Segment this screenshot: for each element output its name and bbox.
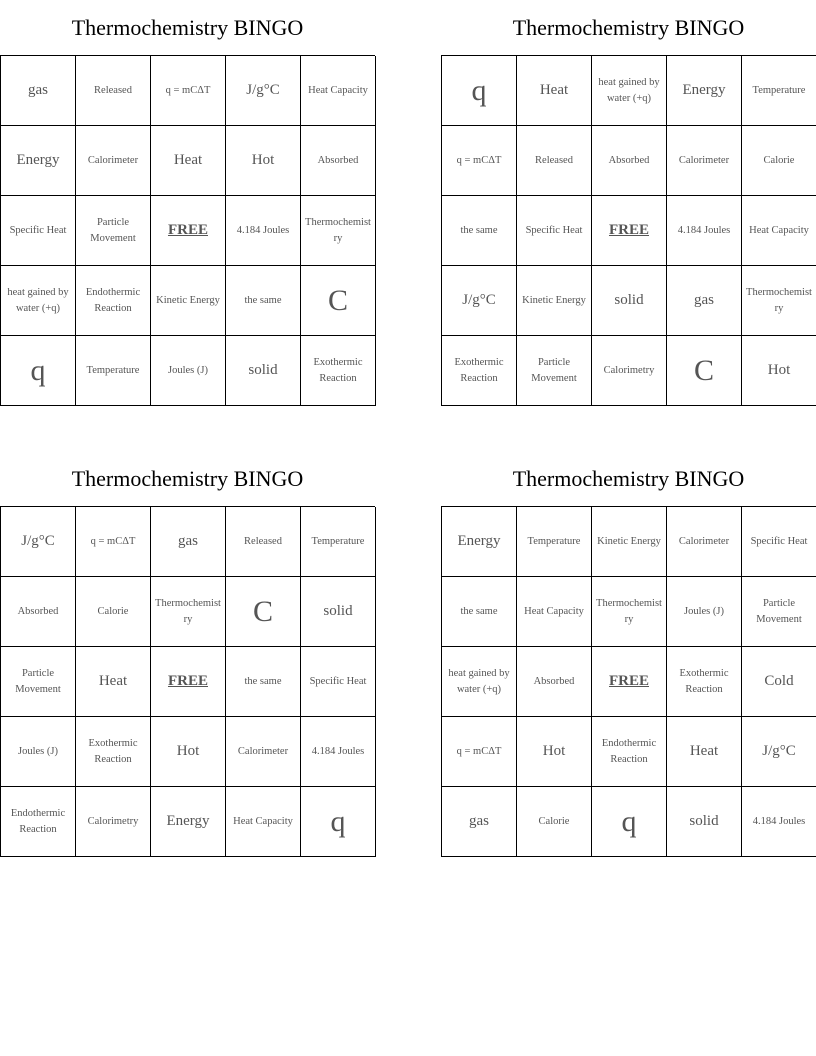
bingo-cell: 4.184 Joules [301, 717, 376, 787]
bingo-cell: Endothermic Reaction [76, 266, 151, 336]
bingo-cell: Hot [742, 336, 816, 406]
bingo-cell: solid [226, 336, 301, 406]
bingo-cell: Joules (J) [667, 577, 742, 647]
bingo-grid [441, 55, 816, 406]
bingo-cell: Exothermic Reaction [76, 717, 151, 787]
bingo-cell: Specific Heat [1, 196, 76, 266]
bingo-cell: Cold [742, 647, 816, 717]
bingo-cell: Temperature [742, 56, 816, 126]
bingo-cell: Calorimetry [76, 787, 151, 857]
bingo-cell: J/g°C [742, 717, 816, 787]
bingo-cell: the same [226, 647, 301, 717]
bingo-cell: Exothermic Reaction [301, 336, 376, 406]
bingo-cell: q = mCΔT [76, 507, 151, 577]
bingo-cell: 4.184 Joules [667, 196, 742, 266]
bingo-cell: Heat Capacity [517, 577, 592, 647]
card-title: Thermochemistry BINGO [71, 466, 304, 491]
bingo-cell: Thermochemistry [301, 196, 376, 266]
bingo-cell: Calorimetry [592, 336, 667, 406]
bingo-cell: Heat [151, 126, 226, 196]
bingo-cell: q = mCΔT [442, 717, 517, 787]
bingo-cell: Endothermic Reaction [1, 787, 76, 857]
bingo-cell: Absorbed [517, 647, 592, 717]
bingo-cell: Absorbed [1, 577, 76, 647]
bingo-cell: Thermochemistry [151, 577, 226, 647]
bingo-cell: the same [442, 577, 517, 647]
bingo-cell: q [1, 336, 76, 406]
bingo-cell: Calorimeter [667, 507, 742, 577]
bingo-cell: Specific Heat [301, 647, 376, 717]
bingo-cell: Particle Movement [1, 647, 76, 717]
free-space-cell: FREE [592, 196, 667, 266]
bingo-cell: Joules (J) [151, 336, 226, 406]
bingo-grid [0, 55, 375, 406]
bingo-card-2 [441, 0, 816, 387]
bingo-cell: Heat Capacity [742, 196, 816, 266]
bingo-cell: Energy [151, 787, 226, 857]
bingo-cell: Exothermic Reaction [667, 647, 742, 717]
bingo-cell: gas [1, 56, 76, 126]
bingo-cell: Particle Movement [76, 196, 151, 266]
bingo-cell: C [667, 336, 742, 406]
bingo-cell: heat gained by water (+q) [592, 56, 667, 126]
bingo-cell: C [301, 266, 376, 336]
bingo-cell: Released [76, 56, 151, 126]
bingo-cell: solid [301, 577, 376, 647]
bingo-cell: q = mCΔT [442, 126, 517, 196]
bingo-cell: Energy [667, 56, 742, 126]
bingo-cell: Calorimeter [667, 126, 742, 196]
bingo-cell: Hot [517, 717, 592, 787]
free-space-cell: FREE [592, 647, 667, 717]
bingo-cell: q [301, 787, 376, 857]
bingo-cell: gas [151, 507, 226, 577]
bingo-cell: Calorie [76, 577, 151, 647]
bingo-cell: Particle Movement [742, 577, 816, 647]
bingo-cell: heat gained by water (+q) [442, 647, 517, 717]
bingo-cell: Calorie [517, 787, 592, 857]
bingo-cell: Absorbed [301, 126, 376, 196]
bingo-cell: Specific Heat [742, 507, 816, 577]
bingo-cell: Released [226, 507, 301, 577]
bingo-cell: Heat [517, 56, 592, 126]
bingo-cell: Temperature [76, 336, 151, 406]
bingo-cell: Thermochemistry [592, 577, 667, 647]
bingo-cell: Heat [76, 647, 151, 717]
bingo-card-1 [0, 0, 375, 387]
bingo-cell: Temperature [301, 507, 376, 577]
bingo-cell: the same [442, 196, 517, 266]
bingo-cell: 4.184 Joules [226, 196, 301, 266]
bingo-cell: Particle Movement [517, 336, 592, 406]
bingo-cell: J/g°C [226, 56, 301, 126]
bingo-cell: J/g°C [442, 266, 517, 336]
bingo-cell: Heat Capacity [301, 56, 376, 126]
bingo-card-3 [0, 451, 375, 838]
bingo-cell: Exothermic Reaction [442, 336, 517, 406]
bingo-cell: the same [226, 266, 301, 336]
bingo-cell: q [442, 56, 517, 126]
free-space-cell: FREE [151, 647, 226, 717]
bingo-cell: Temperature [517, 507, 592, 577]
free-space-cell: FREE [151, 196, 226, 266]
bingo-card-4 [441, 451, 816, 838]
bingo-cell: gas [667, 266, 742, 336]
card-title: Thermochemistry BINGO [512, 466, 745, 491]
bingo-cell: J/g°C [1, 507, 76, 577]
bingo-cell: 4.184 Joules [742, 787, 816, 857]
bingo-cell: q = mCΔT [151, 56, 226, 126]
bingo-cell: Calorimeter [226, 717, 301, 787]
bingo-cell: Hot [151, 717, 226, 787]
bingo-cell: Endothermic Reaction [592, 717, 667, 787]
bingo-cell: Heat Capacity [226, 787, 301, 857]
bingo-cell: gas [442, 787, 517, 857]
bingo-cell: Kinetic Energy [517, 266, 592, 336]
bingo-cell: Kinetic Energy [151, 266, 226, 336]
bingo-cell: Specific Heat [517, 196, 592, 266]
bingo-grid [0, 506, 375, 857]
bingo-cell: Hot [226, 126, 301, 196]
bingo-cell: Kinetic Energy [592, 507, 667, 577]
bingo-cell: q [592, 787, 667, 857]
bingo-cell: Absorbed [592, 126, 667, 196]
bingo-cell: heat gained by water (+q) [1, 266, 76, 336]
bingo-cell: Released [517, 126, 592, 196]
bingo-cell: Energy [1, 126, 76, 196]
card-title: Thermochemistry BINGO [71, 15, 304, 40]
bingo-cell: Calorimeter [76, 126, 151, 196]
bingo-cell: solid [592, 266, 667, 336]
bingo-cell: Energy [442, 507, 517, 577]
bingo-cell: Heat [667, 717, 742, 787]
bingo-cell: solid [667, 787, 742, 857]
bingo-grid [441, 506, 816, 857]
bingo-cell: Calorie [742, 126, 816, 196]
card-title: Thermochemistry BINGO [512, 15, 745, 40]
bingo-cell: C [226, 577, 301, 647]
bingo-cell: Thermochemistry [742, 266, 816, 336]
bingo-cell: Joules (J) [1, 717, 76, 787]
